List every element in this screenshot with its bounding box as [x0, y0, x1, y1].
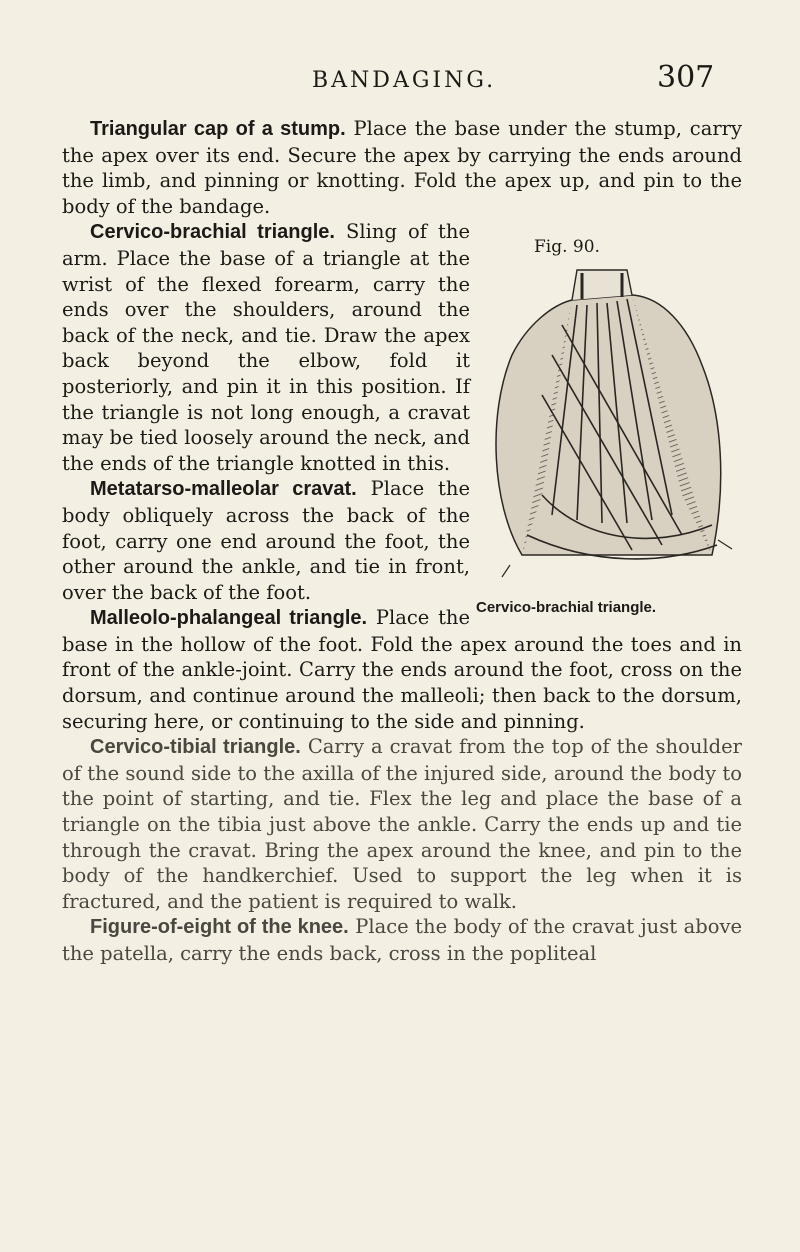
figure-label: Fig. 90. — [534, 237, 600, 258]
heading-cervico-tibial: Cervico-tibial triangle. — [90, 736, 301, 759]
paragraph-cervico-tibial — [62, 734, 742, 914]
figure-caption: Cervico-brachial triangle. — [476, 599, 657, 617]
paragraph-stump — [62, 116, 742, 219]
cervico-brachial-illustration — [482, 265, 738, 585]
body-cervico-tibial: Carry a cravat from the top of the shoulder of the sound side to the axilla of the injured side, around the body to the point of starting, and tie. Flex the leg and place the base of a triangle on the tibia just above the ankle. Carry the ends up and tie through the cravat. Bring the apex around the knee, and pin to the body of the handkerchief. Used to support the leg when it is fractured, and the patient is required to walk. — [62, 735, 742, 913]
body-malleolo-phalangeal: Place the base in the hollow of the foot. Fold the apex around the toes and in front of the ankle-joint. Carry the ends around the foot, cross on the dorsum, and continue around the malleoli; then back to the dorsum, securing here, or continuing to the side and pinning. — [62, 606, 742, 733]
body-cervico-brachial: Sling of the arm. Place the base of a triangle at the wrist of the flexed forearm, carry the ends over the shoulders, around the back of the neck, and tie. Draw the apex back beyond the elbow, fold it posteriorly, and pin it in this position. If the triangle is not long enough, a cravat may be tied loosely around the neck, and the ends of the triangle knotted in this. — [62, 220, 470, 475]
heading-cervico-brachial: Cervico-brachial triangle. — [90, 221, 335, 244]
paragraph-figure-of-eight — [62, 914, 742, 966]
body-stump: Place the base under the stump, carry the apex over its end. Secure the apex by carrying the ends around the limb, and pinning or knotting. Fold the apex up, and pin to the body of the bandage. — [62, 117, 743, 218]
body-figure-of-eight: Place the body of the cravat just above the patella, carry the ends back, cross in the popliteal — [62, 915, 742, 965]
heading-stump: Triangular cap of a stump. — [90, 118, 346, 140]
heading-malleolo-phalangeal: Malleolo-phalangeal triangle. — [90, 607, 368, 630]
heading-figure-of-eight: Figure-of-eight of the knee. — [90, 916, 349, 939]
body-metatarso-malleolar: Place the body obliquely across the back of the foot, carry one end around the foot, the other around the ankle, and tie in front, over the back of the foot. — [62, 477, 470, 604]
figure-90 — [476, 223, 742, 629]
body-text — [62, 116, 742, 967]
heading-metatarso-malleolar: Metatarso-malleolar cravat. — [90, 478, 357, 501]
running-head: BANDAGING. — [312, 68, 497, 93]
page-number: 307 — [657, 60, 715, 95]
